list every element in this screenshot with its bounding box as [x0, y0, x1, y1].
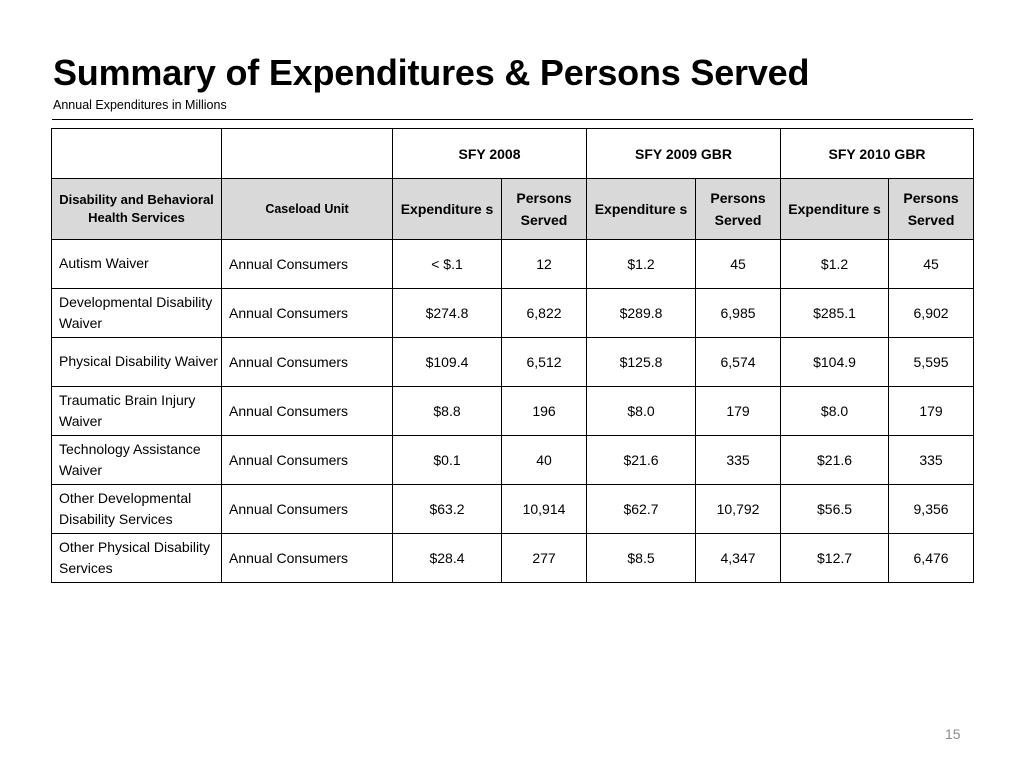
expenditure-cell: $109.4: [393, 338, 502, 387]
expenditure-cell: $56.5: [781, 485, 889, 534]
expenditure-cell: $0.1: [393, 436, 502, 485]
caseload-unit: Annual Consumers: [222, 338, 393, 387]
persons-cell: 4,347: [696, 534, 781, 583]
expenditure-cell: $8.8: [393, 387, 502, 436]
expenditure-cell: $125.8: [587, 338, 696, 387]
persons-cell: 10,914: [502, 485, 587, 534]
expenditure-cell: $62.7: [587, 485, 696, 534]
service-name: Technology Assistance Waiver: [52, 436, 222, 485]
persons-cell: 6,902: [889, 289, 974, 338]
expenditures-header: Expenditure s: [587, 179, 696, 240]
caseload-unit-header: Caseload Unit: [222, 179, 393, 240]
empty-header-cell: [222, 129, 393, 179]
persons-served-header: Persons Served: [696, 179, 781, 240]
expenditure-cell: $289.8: [587, 289, 696, 338]
persons-cell: 40: [502, 436, 587, 485]
year-header: SFY 2010 GBR: [781, 129, 974, 179]
expenditure-cell: $21.6: [587, 436, 696, 485]
caseload-unit: Annual Consumers: [222, 240, 393, 289]
caseload-unit: Annual Consumers: [222, 289, 393, 338]
expenditure-cell: $274.8: [393, 289, 502, 338]
persons-cell: 277: [502, 534, 587, 583]
page-number: 15: [945, 726, 961, 742]
service-header: Disability and Behavioral Health Services: [52, 179, 222, 240]
persons-cell: 335: [889, 436, 974, 485]
persons-served-header: Persons Served: [889, 179, 974, 240]
service-name: Autism Waiver: [52, 240, 222, 289]
expenditure-cell: $1.2: [781, 240, 889, 289]
persons-cell: 9,356: [889, 485, 974, 534]
persons-cell: 5,595: [889, 338, 974, 387]
persons-cell: 179: [889, 387, 974, 436]
persons-cell: 6,985: [696, 289, 781, 338]
persons-served-header: Persons Served: [502, 179, 587, 240]
persons-cell: 12: [502, 240, 587, 289]
service-name: Traumatic Brain Injury Waiver: [52, 387, 222, 436]
expenditure-cell: $285.1: [781, 289, 889, 338]
year-header-row: [52, 129, 974, 179]
persons-cell: 196: [502, 387, 587, 436]
persons-cell: 6,574: [696, 338, 781, 387]
slide-subtitle: Annual Expenditures in Millions: [53, 98, 227, 112]
service-name: Other Developmental Disability Services: [52, 485, 222, 534]
slide-title: Summary of Expenditures & Persons Served: [53, 52, 810, 93]
persons-cell: 6,476: [889, 534, 974, 583]
service-name: Other Physical Disability Services: [52, 534, 222, 583]
year-header: SFY 2008: [393, 129, 587, 179]
expenditure-cell: $28.4: [393, 534, 502, 583]
expenditures-header: Expenditure s: [781, 179, 889, 240]
expenditure-cell: < $.1: [393, 240, 502, 289]
service-name: Physical Disability Waiver: [52, 338, 222, 387]
expenditures-table: [51, 128, 974, 583]
persons-cell: 45: [696, 240, 781, 289]
service-name: Developmental Disability Waiver: [52, 289, 222, 338]
table-row: [52, 240, 974, 289]
expenditure-cell: $63.2: [393, 485, 502, 534]
year-header: SFY 2009 GBR: [587, 129, 781, 179]
expenditures-header: Expenditure s: [393, 179, 502, 240]
expenditure-cell: $8.0: [781, 387, 889, 436]
table-row: [52, 485, 974, 534]
table-row: [52, 338, 974, 387]
caseload-unit: Annual Consumers: [222, 534, 393, 583]
caseload-unit: Annual Consumers: [222, 387, 393, 436]
table-row: [52, 387, 974, 436]
persons-cell: 179: [696, 387, 781, 436]
column-header-row: [52, 179, 974, 240]
expenditure-cell: $12.7: [781, 534, 889, 583]
persons-cell: 335: [696, 436, 781, 485]
caseload-unit: Annual Consumers: [222, 436, 393, 485]
persons-cell: 6,512: [502, 338, 587, 387]
persons-cell: 6,822: [502, 289, 587, 338]
table-row: [52, 289, 974, 338]
persons-cell: 45: [889, 240, 974, 289]
table-row: [52, 534, 974, 583]
expenditure-cell: $8.5: [587, 534, 696, 583]
persons-cell: 10,792: [696, 485, 781, 534]
empty-header-cell: [52, 129, 222, 179]
table-row: [52, 436, 974, 485]
expenditure-cell: $21.6: [781, 436, 889, 485]
title-divider: [52, 119, 973, 120]
expenditure-cell: $1.2: [587, 240, 696, 289]
expenditure-cell: $104.9: [781, 338, 889, 387]
caseload-unit: Annual Consumers: [222, 485, 393, 534]
expenditure-cell: $8.0: [587, 387, 696, 436]
